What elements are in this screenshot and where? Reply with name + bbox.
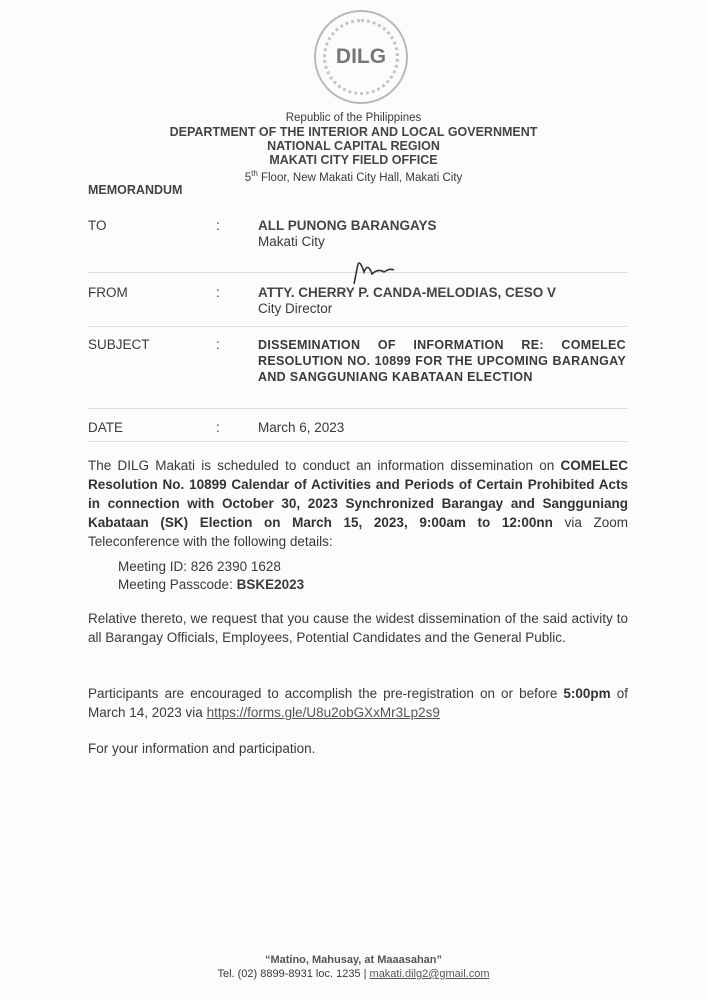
divider: [88, 441, 628, 442]
from-label: FROM: [88, 285, 128, 300]
divider: [88, 408, 628, 409]
text: of March 14, 2023 via: [88, 686, 628, 720]
colon: :: [216, 420, 220, 435]
subject-label: SUBJECT: [88, 337, 150, 352]
region-line: NATIONAL CAPITAL REGION: [267, 139, 440, 153]
colon: :: [216, 337, 220, 352]
meeting-id-label: Meeting ID:: [118, 559, 191, 574]
passcode-line: [118, 576, 304, 594]
paragraph-registration: [88, 684, 628, 722]
signature-mark: [350, 258, 396, 288]
text: The DILG Makati is scheduled to conduct an information dissemination on: [88, 458, 561, 473]
colon: :: [216, 218, 220, 233]
from-value: ATTY. CHERRY P. CANDA-MELODIAS, CESO V: [258, 285, 557, 300]
paragraph-intro: [88, 456, 628, 551]
passcode: BSKE2023: [236, 577, 305, 592]
text: via Zoom Teleconference with the following details:: [88, 515, 628, 549]
letterhead: [0, 111, 707, 185]
paragraph-request: Relative thereto, we request that you cause the widest dissemination of the said activity to all Barangay Officials, Employees, Potential Candidates and the General Public.: [88, 611, 628, 645]
floor-number: 5: [244, 171, 252, 184]
email-link[interactable]: makati.dilg2@gmail.com: [369, 968, 490, 980]
colon: :: [216, 285, 220, 300]
contact-line: [0, 967, 707, 981]
text: Participants are encouraged to accomplish the pre-registration on or before: [88, 686, 564, 701]
office-line: MAKATI CITY FIELD OFFICE: [269, 153, 438, 167]
passcode-label: Meeting Passcode:: [118, 577, 237, 592]
from-sub: City Director: [258, 301, 333, 316]
date-value: March 6, 2023: [258, 420, 345, 435]
to-sub: Makati City: [258, 234, 325, 249]
motto: “Matino, Mahusay, at Maaasahan”: [264, 954, 443, 966]
memo-title: MEMORANDUM: [88, 183, 183, 197]
meeting-id: 826 2390 1628: [190, 559, 281, 574]
bold-text: 5:00pm: [563, 686, 611, 701]
meeting-details: [118, 558, 304, 594]
floor-suffix: th: [251, 169, 258, 178]
date-label: DATE: [88, 420, 124, 435]
footer: [0, 953, 707, 981]
to-value: ALL PUNONG BARANGAYS: [258, 218, 437, 233]
dilg-seal-logo: [314, 10, 408, 104]
to-label: TO: [88, 218, 107, 233]
address-text: Floor, New Makati City Hall, Makati City: [257, 171, 463, 184]
meeting-id-line: [118, 558, 304, 576]
subject-value: DISSEMINATION OF INFORMATION RE: COMELEC RESOLUTION NO. 10899 FOR THE UPCOMING BARANGAY AND SANGGUNIANG KABATAAN ELECTION: [258, 338, 626, 384]
telephone: Tel. (02) 8899-8931 loc. 1235 |: [217, 968, 370, 980]
paragraph-closing: For your information and participation.: [88, 741, 316, 756]
bold-text: COMELEC Resolution No. 10899 Calendar of Activities and Periods of Certain Prohibited Acts in connection with October 30, 2023 Synchronized Barangay and Sangguniang Kabataan (SK) Election on March 15, 2023, 9:00am to 12:00nn: [88, 458, 628, 530]
republic-line: Republic of the Philippines: [285, 112, 422, 124]
seal-text: DILG: [335, 45, 387, 68]
department-line: DEPARTMENT OF THE INTERIOR AND LOCAL GOVERNMENT: [169, 125, 538, 139]
divider: [88, 326, 628, 327]
registration-link[interactable]: https://forms.gle/U8u2obGXxMr3Lp2s9: [206, 705, 440, 720]
